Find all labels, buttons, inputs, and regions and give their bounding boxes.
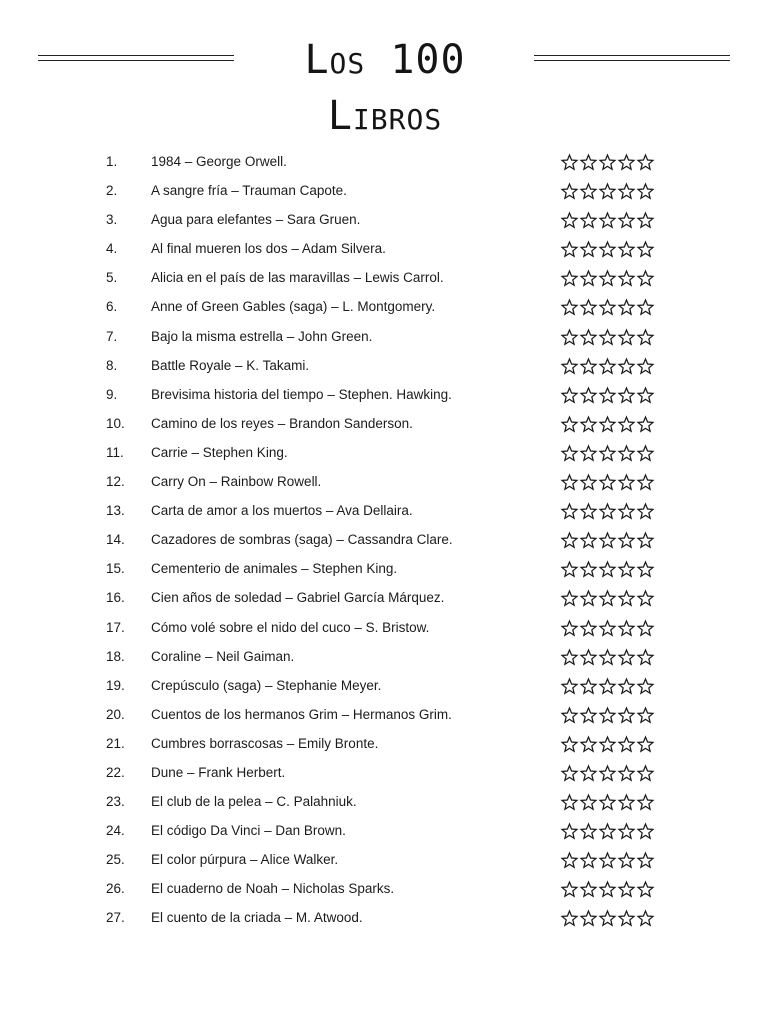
book-title-author: Agua para elefantes – Sara Gruen. (151, 212, 361, 228)
star-icon[interactable] (636, 851, 655, 870)
book-number: 17. (106, 619, 125, 635)
star-icon[interactable] (617, 502, 636, 521)
book-number: 7. (106, 328, 118, 344)
book-row (0, 384, 768, 413)
star-icon[interactable] (560, 473, 579, 492)
star-icon[interactable] (598, 706, 617, 725)
star-icon[interactable] (598, 880, 617, 899)
star-icon[interactable] (579, 153, 598, 172)
star-icon[interactable] (617, 153, 636, 172)
book-row (0, 326, 768, 355)
star-icon[interactable] (598, 560, 617, 579)
star-icon[interactable] (579, 502, 598, 521)
star-rating[interactable] (560, 357, 655, 376)
book-title-author: A sangre fría – Trauman Capote. (151, 183, 347, 199)
star-icon[interactable] (598, 415, 617, 434)
book-title-author: Carta de amor a los muertos – Ava Dellaira. (151, 503, 413, 519)
book-number: 5. (106, 270, 118, 286)
page-title: Los 100 Libros (304, 37, 466, 139)
star-icon[interactable] (636, 444, 655, 463)
star-icon[interactable] (560, 909, 579, 928)
star-icon[interactable] (560, 328, 579, 347)
book-title-author: Crepúsculo (saga) – Stephanie Meyer. (151, 677, 382, 693)
book-title-author: Alicia en el país de las maravillas – Lewis Carrol. (151, 270, 444, 286)
book-title-author: Bajo la misma estrella – John Green. (151, 328, 373, 344)
book-title-author: Cómo volé sobre el nido del cuco – S. Bristow. (151, 619, 430, 635)
star-icon[interactable] (579, 182, 598, 201)
star-rating[interactable] (560, 648, 655, 667)
star-rating[interactable] (560, 880, 655, 899)
star-icon[interactable] (636, 182, 655, 201)
star-rating[interactable] (560, 851, 655, 870)
star-icon[interactable] (579, 328, 598, 347)
star-icon[interactable] (560, 240, 579, 259)
book-row (0, 791, 768, 820)
star-icon[interactable] (617, 386, 636, 405)
book-number: 11. (106, 444, 124, 460)
book-title-author: Cien años de soledad – Gabriel García Márquez. (151, 590, 445, 606)
book-number: 15. (106, 561, 125, 577)
star-icon[interactable] (617, 182, 636, 201)
book-title-author: Dune – Frank Herbert. (151, 764, 286, 780)
star-icon[interactable] (617, 531, 636, 550)
star-icon[interactable] (598, 677, 617, 696)
star-icon[interactable] (560, 560, 579, 579)
star-icon[interactable] (598, 793, 617, 812)
star-icon[interactable] (617, 444, 636, 463)
book-number: 2. (106, 183, 118, 199)
star-icon[interactable] (560, 153, 579, 172)
book-title-author: El cuento de la criada – M. Atwood. (151, 910, 363, 926)
book-title-author: Battle Royale – K. Takami. (151, 357, 310, 373)
book-title-author: El color púrpura – Alice Walker. (151, 852, 339, 868)
star-rating[interactable] (560, 211, 655, 230)
star-icon[interactable] (636, 619, 655, 638)
star-rating[interactable] (560, 153, 655, 172)
star-icon[interactable] (579, 793, 598, 812)
star-icon[interactable] (598, 502, 617, 521)
book-row (0, 820, 768, 849)
star-icon[interactable] (598, 909, 617, 928)
star-icon[interactable] (636, 648, 655, 667)
star-rating[interactable] (560, 764, 655, 783)
book-number: 25. (106, 852, 125, 868)
star-icon[interactable] (579, 619, 598, 638)
book-row (0, 471, 768, 500)
star-icon[interactable] (560, 589, 579, 608)
star-icon[interactable] (579, 822, 598, 841)
star-icon[interactable] (636, 502, 655, 521)
star-icon[interactable] (579, 589, 598, 608)
star-icon[interactable] (636, 211, 655, 230)
star-icon[interactable] (579, 677, 598, 696)
star-icon[interactable] (560, 211, 579, 230)
book-row (0, 617, 768, 646)
star-icon[interactable] (560, 386, 579, 405)
star-icon[interactable] (617, 211, 636, 230)
title-rule-right (534, 55, 730, 63)
book-title-author: 1984 – George Orwell. (151, 154, 287, 169)
star-icon[interactable] (636, 357, 655, 376)
title-rule-left (38, 55, 234, 63)
book-row (0, 733, 768, 762)
star-icon[interactable] (636, 677, 655, 696)
book-number: 13. (106, 503, 125, 519)
book-number: 16. (106, 590, 125, 606)
star-icon[interactable] (560, 880, 579, 899)
star-icon[interactable] (579, 386, 598, 405)
star-icon[interactable] (617, 357, 636, 376)
book-number: 12. (106, 474, 125, 490)
star-rating[interactable] (560, 909, 655, 928)
book-number: 24. (106, 823, 125, 839)
star-icon[interactable] (598, 473, 617, 492)
star-icon[interactable] (579, 735, 598, 754)
star-icon[interactable] (617, 880, 636, 899)
star-icon[interactable] (636, 706, 655, 725)
star-icon[interactable] (598, 240, 617, 259)
book-number: 23. (106, 794, 125, 810)
star-icon[interactable] (598, 182, 617, 201)
book-title-author: El código Da Vinci – Dan Brown. (151, 823, 346, 839)
book-row (0, 907, 768, 936)
book-number: 26. (106, 881, 125, 897)
star-rating[interactable] (560, 240, 655, 259)
book-number: 22. (106, 764, 125, 780)
book-row (0, 500, 768, 529)
star-icon[interactable] (579, 851, 598, 870)
book-title-author: Cementerio de animales – Stephen King. (151, 561, 398, 577)
star-rating[interactable] (560, 619, 655, 638)
star-rating[interactable] (560, 473, 655, 492)
star-icon[interactable] (617, 298, 636, 317)
star-icon[interactable] (617, 822, 636, 841)
star-rating[interactable] (560, 706, 655, 725)
star-icon[interactable] (617, 415, 636, 434)
star-rating[interactable] (560, 269, 655, 288)
star-icon[interactable] (617, 589, 636, 608)
book-row (0, 413, 768, 442)
star-icon[interactable] (617, 328, 636, 347)
star-icon[interactable] (598, 386, 617, 405)
star-rating[interactable] (560, 182, 655, 201)
star-icon[interactable] (636, 909, 655, 928)
star-icon[interactable] (617, 560, 636, 579)
star-icon[interactable] (617, 735, 636, 754)
star-icon[interactable] (579, 269, 598, 288)
star-rating[interactable] (560, 560, 655, 579)
book-row (0, 209, 768, 238)
star-icon[interactable] (617, 706, 636, 725)
star-rating[interactable] (560, 502, 655, 521)
star-icon[interactable] (617, 473, 636, 492)
star-rating[interactable] (560, 793, 655, 812)
book-title-author: Anne of Green Gables (saga) – L. Montgomery. (151, 299, 436, 315)
book-row (0, 151, 768, 180)
star-icon[interactable] (617, 909, 636, 928)
star-icon[interactable] (560, 269, 579, 288)
book-row (0, 180, 768, 209)
book-row (0, 296, 768, 325)
star-icon[interactable] (579, 415, 598, 434)
star-icon[interactable] (579, 298, 598, 317)
book-title-author: El cuaderno de Noah – Nicholas Sparks. (151, 881, 395, 897)
star-icon[interactable] (560, 677, 579, 696)
star-icon[interactable] (636, 560, 655, 579)
star-icon[interactable] (579, 240, 598, 259)
book-row (0, 878, 768, 907)
book-number: 14. (106, 532, 125, 548)
book-number: 9. (106, 386, 118, 402)
book-title-author: Cumbres borrascosas – Emily Bronte. (151, 735, 379, 751)
star-icon[interactable] (579, 880, 598, 899)
star-icon[interactable] (579, 909, 598, 928)
star-icon[interactable] (617, 648, 636, 667)
book-row (0, 267, 768, 296)
star-icon[interactable] (560, 648, 579, 667)
book-number: 4. (106, 241, 118, 257)
star-icon[interactable] (598, 851, 617, 870)
book-title-author: Carrie – Stephen King. (151, 444, 288, 460)
book-number: 19. (106, 677, 125, 693)
star-rating[interactable] (560, 735, 655, 754)
book-title-author: Brevisima historia del tiempo – Stephen. Hawking. (151, 386, 452, 402)
star-icon[interactable] (636, 415, 655, 434)
book-number: 20. (106, 706, 125, 722)
star-icon[interactable] (636, 298, 655, 317)
star-icon[interactable] (560, 415, 579, 434)
star-icon[interactable] (579, 531, 598, 550)
star-icon[interactable] (636, 531, 655, 550)
star-icon[interactable] (636, 822, 655, 841)
star-rating[interactable] (560, 531, 655, 550)
book-number: 21. (106, 735, 125, 751)
book-row (0, 646, 768, 675)
star-icon[interactable] (579, 444, 598, 463)
book-title-author: Al final mueren los dos – Adam Silvera. (151, 241, 386, 257)
book-list (0, 151, 768, 937)
star-icon[interactable] (598, 269, 617, 288)
star-icon[interactable] (560, 851, 579, 870)
star-rating[interactable] (560, 328, 655, 347)
star-icon[interactable] (598, 531, 617, 550)
star-icon[interactable] (636, 240, 655, 259)
star-icon[interactable] (598, 211, 617, 230)
star-icon[interactable] (560, 182, 579, 201)
book-row (0, 529, 768, 558)
star-icon[interactable] (636, 473, 655, 492)
book-row (0, 558, 768, 587)
star-icon[interactable] (617, 851, 636, 870)
star-icon[interactable] (636, 793, 655, 812)
star-icon[interactable] (617, 764, 636, 783)
book-number: 10. (106, 415, 125, 431)
book-title-author: Coraline – Neil Gaiman. (151, 648, 295, 664)
book-row (0, 762, 768, 791)
star-icon[interactable] (579, 473, 598, 492)
star-icon[interactable] (636, 764, 655, 783)
book-number: 1. (106, 154, 118, 169)
star-rating[interactable] (560, 677, 655, 696)
book-title-author: Cuentos de los hermanos Grim – Hermanos Grim. (151, 706, 452, 722)
star-icon[interactable] (598, 619, 617, 638)
star-icon[interactable] (636, 589, 655, 608)
star-rating[interactable] (560, 298, 655, 317)
star-icon[interactable] (579, 211, 598, 230)
star-icon[interactable] (560, 764, 579, 783)
star-icon[interactable] (560, 735, 579, 754)
star-icon[interactable] (560, 822, 579, 841)
book-number: 6. (106, 299, 118, 315)
star-rating[interactable] (560, 444, 655, 463)
book-row (0, 238, 768, 267)
book-row (0, 355, 768, 384)
star-icon[interactable] (636, 880, 655, 899)
star-icon[interactable] (598, 153, 617, 172)
star-rating[interactable] (560, 589, 655, 608)
star-icon[interactable] (598, 764, 617, 783)
star-icon[interactable] (560, 444, 579, 463)
star-icon[interactable] (560, 793, 579, 812)
star-icon[interactable] (560, 706, 579, 725)
book-number: 8. (106, 357, 118, 373)
star-icon[interactable] (636, 735, 655, 754)
book-row (0, 849, 768, 878)
star-rating[interactable] (560, 386, 655, 405)
book-title-author: Carry On – Rainbow Rowell. (151, 474, 322, 490)
star-icon[interactable] (617, 269, 636, 288)
star-icon[interactable] (560, 531, 579, 550)
star-icon[interactable] (617, 793, 636, 812)
star-icon[interactable] (598, 328, 617, 347)
book-row (0, 587, 768, 616)
star-icon[interactable] (579, 560, 598, 579)
star-icon[interactable] (579, 764, 598, 783)
star-icon[interactable] (636, 269, 655, 288)
book-row (0, 442, 768, 471)
book-title-author: Cazadores de sombras (saga) – Cassandra Clare. (151, 532, 453, 548)
star-icon[interactable] (598, 735, 617, 754)
star-icon[interactable] (598, 357, 617, 376)
star-icon[interactable] (579, 357, 598, 376)
star-icon[interactable] (636, 153, 655, 172)
page-header (0, 32, 768, 139)
star-icon[interactable] (560, 357, 579, 376)
star-icon[interactable] (617, 677, 636, 696)
star-icon[interactable] (598, 589, 617, 608)
star-icon[interactable] (579, 706, 598, 725)
book-number: 27. (106, 910, 125, 926)
star-icon[interactable] (598, 648, 617, 667)
star-icon[interactable] (560, 619, 579, 638)
star-icon[interactable] (598, 822, 617, 841)
star-rating[interactable] (560, 822, 655, 841)
star-rating[interactable] (560, 415, 655, 434)
book-title-author: El club de la pelea – C. Palahniuk. (151, 794, 357, 810)
book-row (0, 704, 768, 733)
star-icon[interactable] (579, 648, 598, 667)
book-number: 3. (106, 212, 118, 228)
star-icon[interactable] (598, 298, 617, 317)
star-icon[interactable] (598, 444, 617, 463)
star-icon[interactable] (560, 502, 579, 521)
star-icon[interactable] (560, 298, 579, 317)
star-icon[interactable] (636, 328, 655, 347)
book-row (0, 675, 768, 704)
star-icon[interactable] (636, 386, 655, 405)
book-number: 18. (106, 648, 125, 664)
book-title-author: Camino de los reyes – Brandon Sanderson. (151, 415, 413, 431)
star-icon[interactable] (617, 619, 636, 638)
star-icon[interactable] (617, 240, 636, 259)
